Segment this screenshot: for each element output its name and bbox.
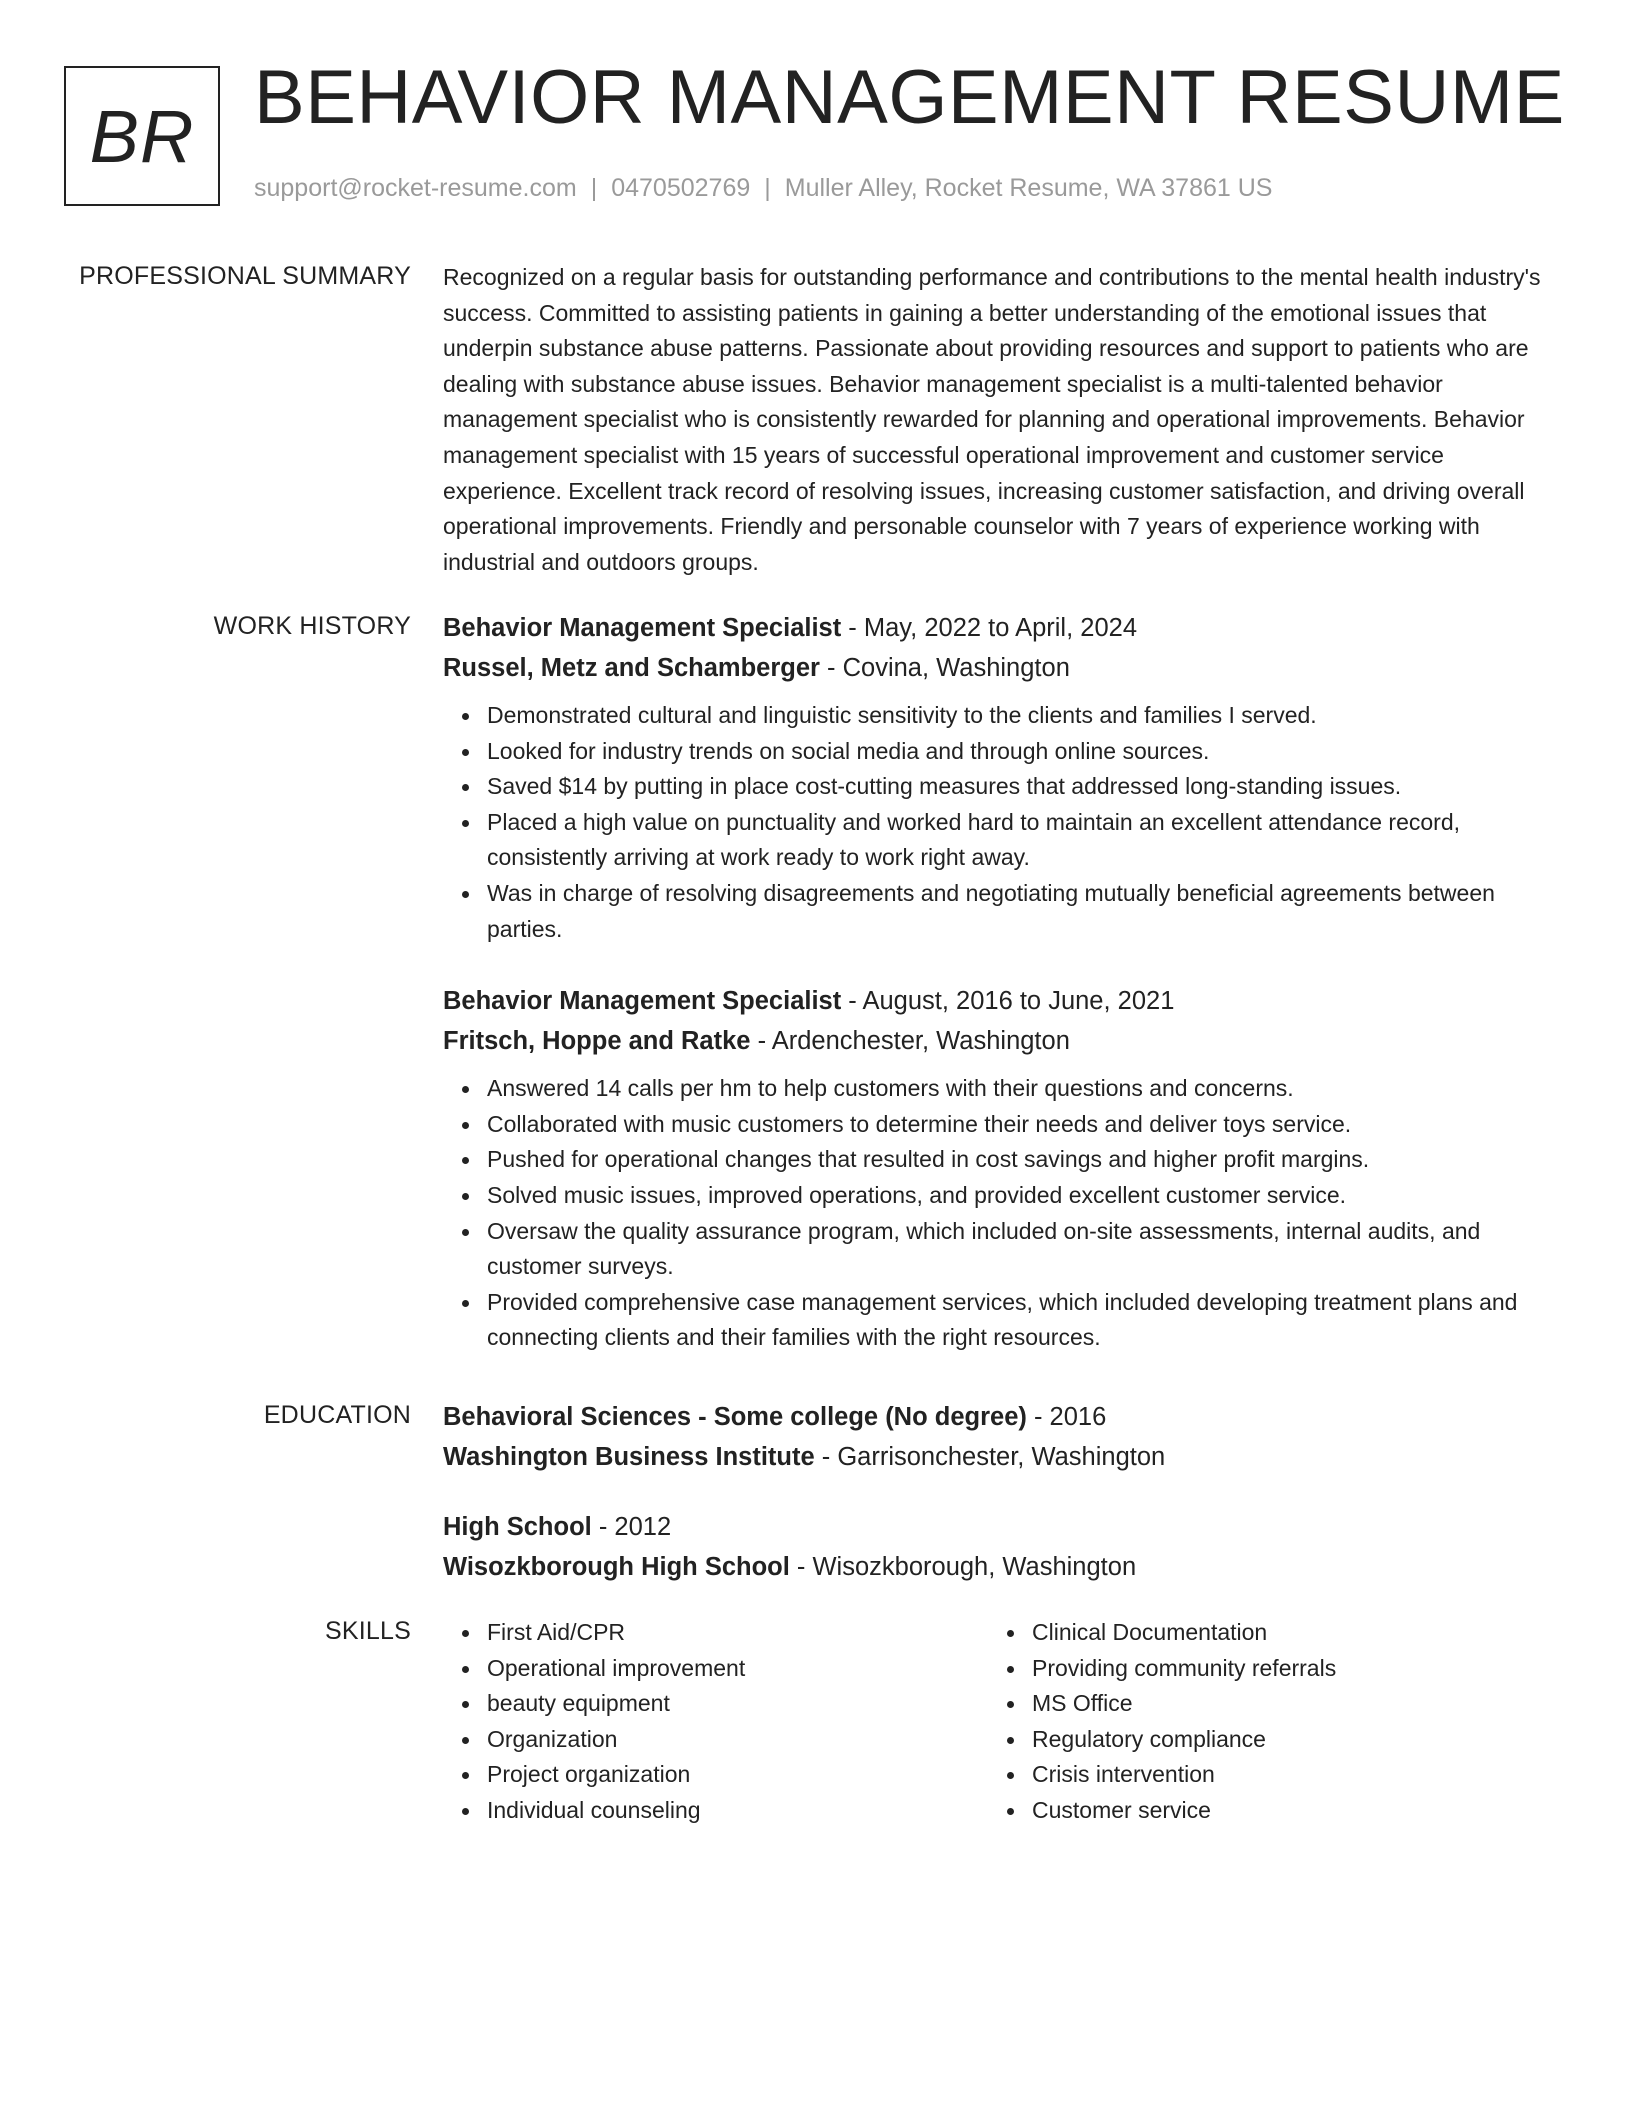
skill-item: Crisis intervention: [1032, 1757, 1533, 1793]
job-duties-list: [443, 698, 1553, 947]
job-entry: [443, 981, 1553, 1356]
skills-list: [988, 1615, 1533, 1829]
job-duty: Pushed for operational changes that resulted in cost savings and higher profit margins.: [487, 1142, 1553, 1178]
job-title-line: [443, 981, 1553, 1021]
education-school: Wisozkborough High School: [443, 1553, 790, 1581]
contact-separator: |: [590, 174, 598, 202]
education-body: [443, 1397, 1553, 1587]
education-year: - 2016: [1026, 1403, 1107, 1431]
job-duty: Solved music issues, improved operations, and provided excellent customer service.: [487, 1178, 1553, 1214]
job-title-line: [443, 608, 1553, 648]
job-location: - Ardenchester, Washington: [750, 1027, 1070, 1056]
education-location: - Garrisonchester, Washington: [814, 1443, 1166, 1471]
job-entry: [443, 608, 1553, 947]
job-duties-list: [443, 1071, 1553, 1356]
job-company-line: [443, 648, 1553, 688]
skills-body: [443, 1615, 1553, 1829]
skill-item: Operational improvement: [487, 1651, 988, 1687]
skills-list: [443, 1615, 988, 1829]
summary-text: Recognized on a regular basis for outstanding performance and contributions to the mental health industry's success. Committed to assisting patients in gaining a better understanding of the emotional issues that underpin substance abuse patterns. Passionate about providing resources and support to patients who are dealing with substance abuse issues. Behavior management specialist is a multi-talented behavior management specialist who is consistently rewarded for planning and operational improvements. Behavior management specialist with 15 years of successful operational improvement and customer service experience. Excellent track record of resolving issues, increasing customer satisfaction, and driving overall operational improvements. Friendly and personable counselor with 7 years of experience working with industrial and outdoors groups.: [443, 264, 1541, 575]
job-location: - Covina, Washington: [819, 654, 1070, 682]
job-duty: Was in charge of resolving disagreements and negotiating mutually beneficial agreements between parties.: [487, 876, 1553, 947]
job-company: Russel, Metz and Schamberger: [443, 654, 820, 682]
education-entry: [443, 1507, 1553, 1587]
job-duty: Looked for industry trends on social media and through online sources.: [487, 734, 1553, 770]
job-duty: Answered 14 calls per hm to help customers with their questions and concerns.: [487, 1071, 1553, 1107]
contact-separator: |: [764, 174, 771, 202]
education-degree-line: [443, 1397, 1553, 1437]
education-school: Washington Business Institute: [443, 1443, 815, 1471]
monogram-initials: BR: [89, 94, 195, 178]
skill-item: Regulatory compliance: [1032, 1722, 1533, 1758]
contact-phone: 0470502769: [611, 174, 751, 202]
summary-body: [443, 260, 1553, 580]
job-duty: Oversaw the quality assurance program, which included on-site assessments, internal audits, and customer surveys.: [487, 1214, 1553, 1285]
skill-item: Organization: [487, 1722, 988, 1758]
job-duty: Provided comprehensive case management services, which included developing treatment plans and connecting clients and their families with the right resources.: [487, 1285, 1553, 1356]
education-year: - 2012: [591, 1513, 672, 1541]
job-title: Behavior Management Specialist: [443, 614, 842, 642]
job-dates: - May, 2022 to April, 2024: [841, 614, 1137, 642]
contact-line: [254, 174, 1272, 203]
skill-item: beauty equipment: [487, 1686, 988, 1722]
skills-column-right: [988, 1615, 1533, 1829]
monogram-badge: [64, 66, 220, 206]
skill-item: Individual counseling: [487, 1793, 988, 1829]
job-duty: Placed a high value on punctuality and worked hard to maintain an excellent attendance record, consistently arriving at work ready to work right away.: [487, 805, 1553, 876]
summary-heading: PROFESSIONAL SUMMARY: [79, 262, 411, 290]
skills-heading: SKILLS: [325, 1617, 411, 1645]
skill-item: Providing community referrals: [1032, 1651, 1533, 1687]
work-history-heading: WORK HISTORY: [213, 612, 411, 640]
job-title: Behavior Management Specialist: [443, 987, 842, 1016]
education-entry: [443, 1397, 1553, 1477]
contact-address: Muller Alley, Rocket Resume, WA 37861 US: [784, 174, 1273, 202]
education-school-line: [443, 1437, 1553, 1477]
skill-item: Customer service: [1032, 1793, 1533, 1829]
skill-item: First Aid/CPR: [487, 1615, 988, 1651]
education-degree: High School: [443, 1513, 592, 1541]
job-duty: Demonstrated cultural and linguistic sensitivity to the clients and families I served.: [487, 698, 1553, 734]
skills-column-left: [443, 1615, 988, 1829]
job-company: Fritsch, Hoppe and Ratke: [443, 1027, 751, 1056]
education-school-line: [443, 1547, 1553, 1587]
job-dates: - August, 2016 to June, 2021: [841, 987, 1175, 1016]
job-duty: Collaborated with music customers to determine their needs and deliver toys service.: [487, 1107, 1553, 1143]
education-heading: EDUCATION: [263, 1401, 411, 1429]
education-degree-line: [443, 1507, 1553, 1547]
job-duty: Saved $14 by putting in place cost-cutting measures that addressed long-standing issues.: [487, 769, 1553, 805]
education-location: - Wisozkborough, Washington: [789, 1553, 1137, 1581]
skills-columns: [443, 1615, 1553, 1829]
contact-email: support@rocket-resume.com: [254, 174, 577, 202]
skill-item: MS Office: [1032, 1686, 1533, 1722]
job-company-line: [443, 1021, 1553, 1061]
education-degree: Behavioral Sciences - Some college (No degree): [443, 1403, 1027, 1431]
work-history-body: [443, 608, 1553, 1356]
skill-item: Project organization: [487, 1757, 988, 1793]
resume-title: BEHAVIOR MANAGEMENT RESUME: [254, 55, 1565, 140]
skill-item: Clinical Documentation: [1032, 1615, 1533, 1651]
